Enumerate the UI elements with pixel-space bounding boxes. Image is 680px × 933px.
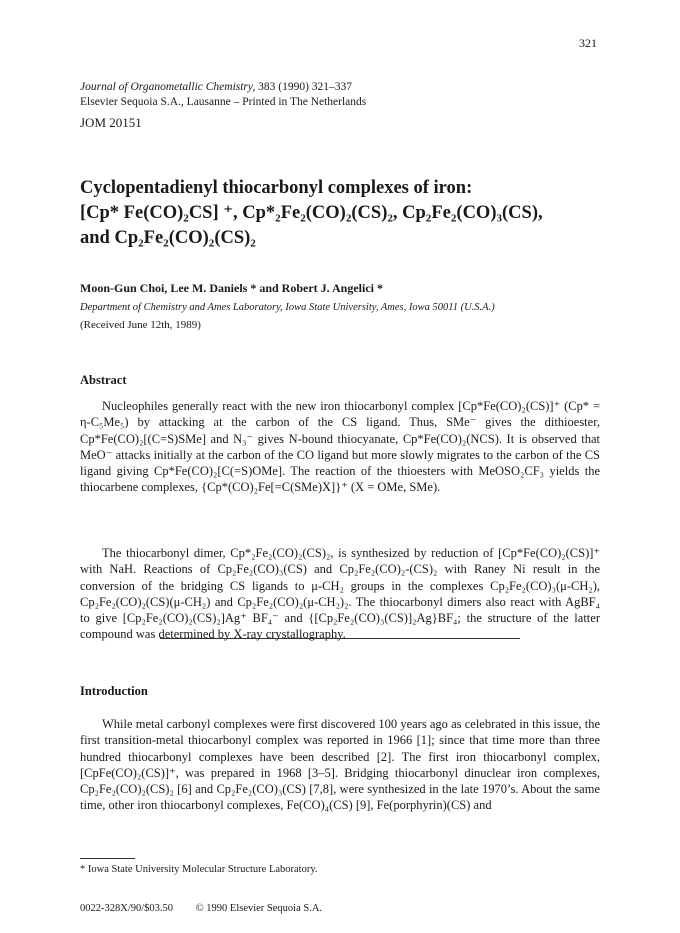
- authors: Moon-Gun Choi, Lee M. Daniels * and Robert J. Angelici *: [80, 281, 384, 295]
- abstract-paragraph-2: The thiocarbonyl dimer, Cp*₂Fe₂(CO)₂(CS)₂, is synthesized by reduction of [Cp*Fe(CO)₂(CS)]⁺ with NaH. Reactions of Cp₂Fe₂(CO)₃(CS) and Cp₂Fe₂(CO)₂-(CS)₂ with Raney Ni result in the conversion of the bridging CS ligands to μ-CH₂ groups in the complexes Cp₂Fe₂(CO)₃(μ-CH₂), Cp₂Fe₂(CO)₂(CS)(μ-CH₂) and Cp₂Fe₂(CO)₂(μ-CH₂)₂. The thiocarbonyl dimers also react with AgBF₄ to give [Cp₂Fe₂(CO)₂(CS)₂]Ag⁺ BF₄⁻ and {[Cp₂Fe₂(CO)₃(CS)]₂Ag}BF₄; the structure of the latter compound was determined by X-ray crystallography.: [80, 546, 600, 642]
- title-line-2: [Cp* Fe(CO)₂CS] ⁺, Cp*₂Fe₂(CO)₂(CS)₂, Cp₂Fe₂(CO)₃(CS),: [80, 203, 543, 223]
- issn-price: 0022-328X/90/$03.50: [80, 903, 174, 914]
- journal-citation: [80, 80, 366, 95]
- abstract-heading: Abstract: [80, 373, 127, 387]
- journal-header: [80, 80, 366, 110]
- introduction-heading: Introduction: [80, 684, 148, 698]
- publisher-line: Elsevier Sequoia S.A., Lausanne – Printed in The Netherlands: [80, 96, 367, 108]
- page-number: 321: [579, 36, 597, 50]
- abstract-paragraph-1: Nucleophiles generally react with the new iron thiocarbonyl complex [Cp*Fe(CO)₂(CS)]⁺ (Cp* = η-C₅Me₅) by attacking at the carbon of the CS ligand. Thus, SMe⁻ gives the dithioester, Cp*Fe(CO)₂[(C=S)SMe] and N₃⁻ gives N-bound thiocyanate, Cp*Fe(CO)₂(NCS). It is observed that MeO⁻ attacks initially at the carbon of the CO ligand but more slowly migrates to the carbon of the CS ligand giving Cp*Fe(CO)₂[C(=S)OMe]. The reaction of the thioesters with MeOSO₂CF₃ yields the thiocarbene complexes, {Cp*(CO)₂Fe[=C(SMe)X]}⁺ (X = OMe, SMe).: [80, 399, 600, 495]
- article-title: [80, 176, 620, 251]
- received-date: (Received June 12th, 1989): [80, 319, 201, 331]
- title-line-1: Cyclopentadienyl thiocarbonyl complexes of iron:: [80, 178, 473, 198]
- footnote-rule: [80, 858, 135, 859]
- title-line-3: and Cp₂Fe₂(CO)₂(CS)₂: [80, 228, 256, 248]
- introduction-paragraph-1: While metal carbonyl complexes were first discovered 100 years ago as celebrated in this issue, the first transition-metal thiocarbonyl complex was reported in 1966 [1]; since that time more than three hundred thiocarbonyl complexes have been described [2]. The first iron thiocarbonyl complex, [CpFe(CO)₂(CS)]⁺, was prepared in 1968 [3–5]. Bridging thiocarbonyl dinuclear iron complexes, Cp₂Fe₂(CO)₂(CS)₂ [6] and Cp₂Fe₂(CO)₃(CS) [7,8], were synthesized in the late 1970’s. About the same time, other iron thiocarbonyl complexes, Fe(CO)₄(CS) [9], Fe(porphyrin)(CS) and: [80, 717, 600, 813]
- section-divider: [160, 638, 520, 639]
- jom-id: JOM 20151: [80, 115, 142, 130]
- page-footer: [80, 903, 342, 914]
- affiliation: Department of Chemistry and Ames Laboratory, Iowa State University, Ames, Iowa 50011 (U.S.A.): [80, 302, 495, 313]
- journal-name: Journal of Organometallic Chemistry,: [80, 81, 256, 93]
- copyright: © 1990 Elsevier Sequoia S.A.: [195, 903, 323, 914]
- journal-volume: 383 (1990) 321–337: [255, 81, 353, 93]
- footnote: * Iowa State University Molecular Structure Laboratory.: [80, 864, 318, 875]
